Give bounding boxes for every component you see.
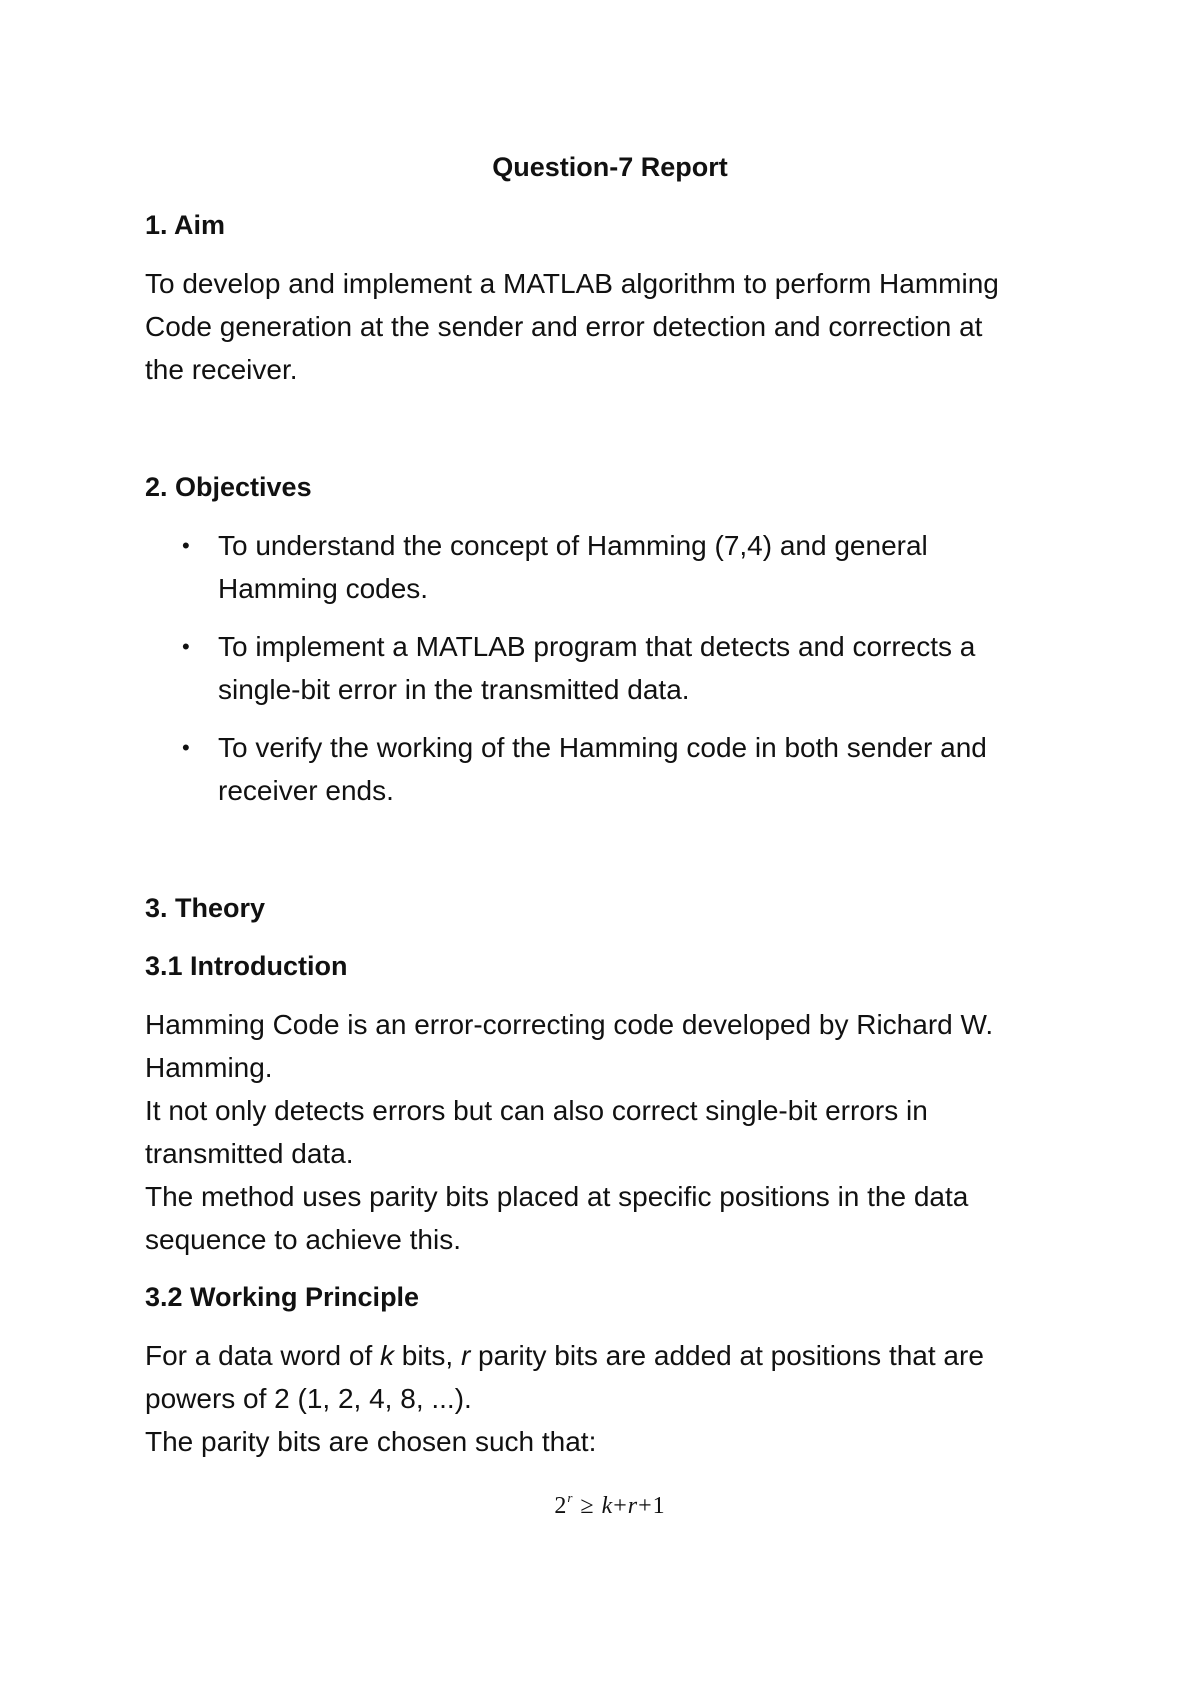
document-content <box>145 146 1075 1521</box>
objective-line: To understand the concept of Hamming (7,4) and general <box>218 530 928 561</box>
intro-line: transmitted data. <box>145 1138 354 1169</box>
formula-plus: + <box>638 1493 653 1519</box>
bullet-icon: • <box>182 533 190 558</box>
spacer <box>145 391 1075 466</box>
working-principle-paragraph <box>145 1334 1075 1463</box>
parity-inequality-formula <box>145 1485 1075 1521</box>
objective-line: single-bit error in the transmitted data. <box>218 674 690 705</box>
spacer <box>145 988 1075 1003</box>
principle-text: bits, <box>394 1340 461 1371</box>
spacer <box>145 509 1075 524</box>
bullet-icon: • <box>182 634 190 659</box>
aim-line: To develop and implement a MATLAB algorithm to perform Hamming <box>145 268 999 299</box>
bullet-icon: • <box>182 735 190 760</box>
intro-line: Hamming. <box>145 1052 273 1083</box>
formula-base: 2 <box>554 1493 568 1519</box>
variable-k: k <box>380 1340 395 1371</box>
principle-text: For a data word of <box>145 1340 381 1371</box>
formula-plus: + <box>613 1493 628 1519</box>
introduction-heading: 3.1 Introduction <box>145 951 348 981</box>
list-item <box>145 625 1075 711</box>
list-item <box>145 726 1075 812</box>
intro-line: Hamming Code is an error-correcting code developed by Richard W. <box>145 1009 994 1040</box>
objectives-list <box>145 524 1075 812</box>
principle-line-2: powers of 2 (1, 2, 4, 8, ...). <box>145 1383 472 1414</box>
formula-exponent: r <box>567 1490 574 1505</box>
principle-line-1 <box>145 1334 1075 1377</box>
introduction-paragraph <box>145 1003 1075 1261</box>
aim-line: Code generation at the sender and error detection and correction at <box>145 311 983 342</box>
formula-r: r <box>627 1493 639 1519</box>
objective-line: To verify the working of the Hamming code in both sender and <box>218 732 987 763</box>
objective-line: Hamming codes. <box>218 573 429 604</box>
theory-heading: 3. Theory <box>145 893 266 923</box>
spacer <box>145 930 1075 945</box>
objective-line: receiver ends. <box>218 775 394 806</box>
formula-relation: ≥ <box>573 1493 602 1519</box>
formula-k: k <box>601 1493 614 1519</box>
principle-text: parity bits are added at positions that are <box>470 1340 984 1371</box>
intro-line: The method uses parity bits placed at specific positions in the data <box>145 1181 969 1212</box>
variable-r: r <box>460 1340 471 1371</box>
list-item <box>145 524 1075 610</box>
page-title: Question-7 Report <box>492 152 728 182</box>
principle-line-3: The parity bits are chosen such that: <box>145 1426 597 1457</box>
spacer <box>145 1261 1075 1276</box>
aim-paragraph <box>145 262 1075 391</box>
working-principle-heading: 3.2 Working Principle <box>145 1282 420 1312</box>
aim-heading: 1. Aim <box>145 210 226 240</box>
spacer <box>145 247 1075 262</box>
intro-line: It not only detects errors but can also correct single-bit errors in <box>145 1095 928 1126</box>
objective-line: To implement a MATLAB program that detects and corrects a <box>218 631 976 662</box>
formula-one: 1 <box>652 1493 666 1519</box>
objectives-heading: 2. Objectives <box>145 472 312 502</box>
intro-line: sequence to achieve this. <box>145 1224 461 1255</box>
aim-line: the receiver. <box>145 354 298 385</box>
spacer <box>145 1319 1075 1334</box>
spacer <box>145 827 1075 887</box>
